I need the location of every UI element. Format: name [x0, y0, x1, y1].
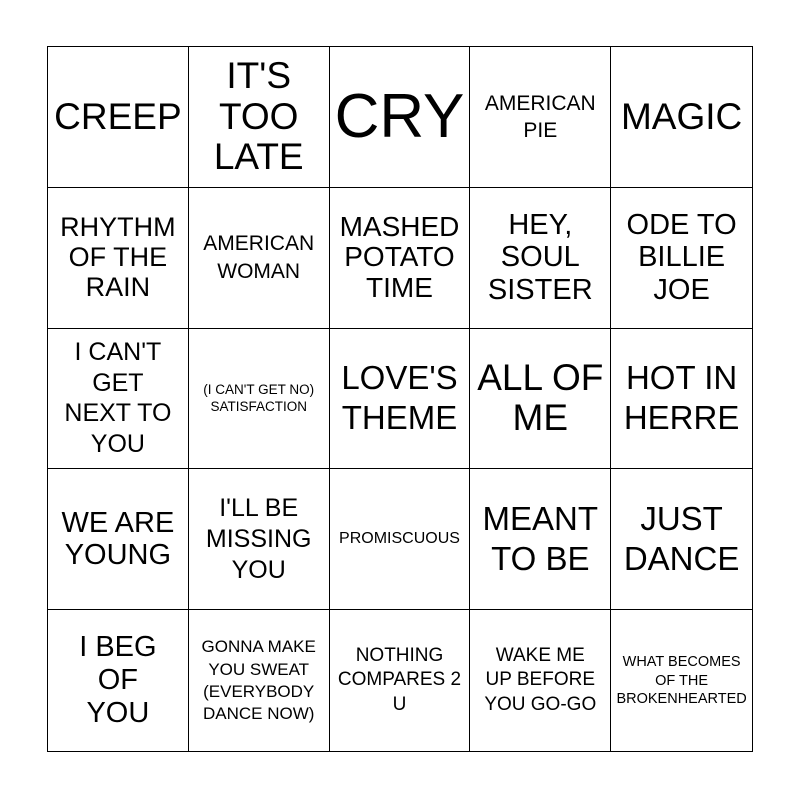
cell-label: WHAT BECOMES OF THE BROKENHEARTED: [616, 654, 747, 707]
cell-label: ODE TO BILLIE JOE: [626, 208, 737, 307]
bingo-cell[interactable]: [48, 329, 189, 470]
cell-label: ALL OF ME: [477, 356, 604, 439]
bingo-cell[interactable]: [330, 47, 471, 188]
cell-label: NOTHING COMPARES 2 U: [337, 644, 462, 715]
cell-label: GONNA MAKE YOU SWEAT (EVERYBODY DANCE NOW): [201, 637, 316, 723]
cell-label: WAKE ME UP BEFORE YOU GO-GO: [484, 644, 597, 715]
cell-label: I CAN'T GET NEXT TO YOU: [64, 337, 172, 459]
bingo-cell[interactable]: [470, 329, 611, 470]
bingo-cell[interactable]: [470, 469, 611, 610]
bingo-cell[interactable]: [470, 47, 611, 188]
cell-label: JUST DANCE: [623, 500, 740, 578]
cell-label: HEY, SOUL SISTER: [487, 208, 593, 307]
bingo-cell[interactable]: [189, 469, 330, 610]
cell-label: CREEP: [54, 95, 182, 137]
bingo-cell[interactable]: [470, 188, 611, 329]
cell-label: HOT IN HERRE: [623, 359, 740, 437]
bingo-cell[interactable]: [611, 610, 752, 751]
bingo-cell[interactable]: [470, 610, 611, 751]
cell-label: CRY: [334, 81, 465, 151]
bingo-cell[interactable]: [189, 329, 330, 470]
bingo-cell[interactable]: [48, 47, 189, 188]
bingo-cell[interactable]: [48, 188, 189, 329]
cell-label: I BEG OF YOU: [79, 631, 157, 729]
cell-label: RHYTHM OF THE RAIN: [60, 212, 176, 302]
cell-label: LOVE'S THEME: [341, 359, 458, 437]
bingo-cell[interactable]: [48, 469, 189, 610]
bingo-cell[interactable]: [330, 469, 471, 610]
cell-label: MASHED POTATO TIME: [339, 210, 460, 304]
cell-label: IT'S TOO LATE: [213, 54, 304, 178]
bingo-cell[interactable]: [189, 610, 330, 751]
cell-label: AMERICAN WOMAN: [203, 232, 315, 283]
cell-label: (I CAN'T GET NO) SATISFACTION: [203, 381, 315, 415]
cell-label: MEANT TO BE: [482, 500, 599, 578]
cell-label: AMERICAN PIE: [484, 91, 596, 142]
cell-label: I'LL BE MISSING YOU: [205, 494, 312, 584]
bingo-board: [47, 46, 753, 752]
bingo-cell[interactable]: [189, 47, 330, 188]
bingo-cell[interactable]: [611, 188, 752, 329]
bingo-cell[interactable]: [611, 47, 752, 188]
bingo-cell[interactable]: [330, 610, 471, 751]
cell-label: MAGIC: [620, 95, 743, 137]
bingo-cell[interactable]: [611, 329, 752, 470]
bingo-cell[interactable]: [330, 329, 471, 470]
bingo-cell[interactable]: [189, 188, 330, 329]
bingo-cell[interactable]: [330, 188, 471, 329]
bingo-cell[interactable]: [611, 469, 752, 610]
cell-label: PROMISCUOUS: [339, 530, 460, 548]
cell-label: WE ARE YOUNG: [61, 506, 175, 572]
bingo-cell[interactable]: [48, 610, 189, 751]
